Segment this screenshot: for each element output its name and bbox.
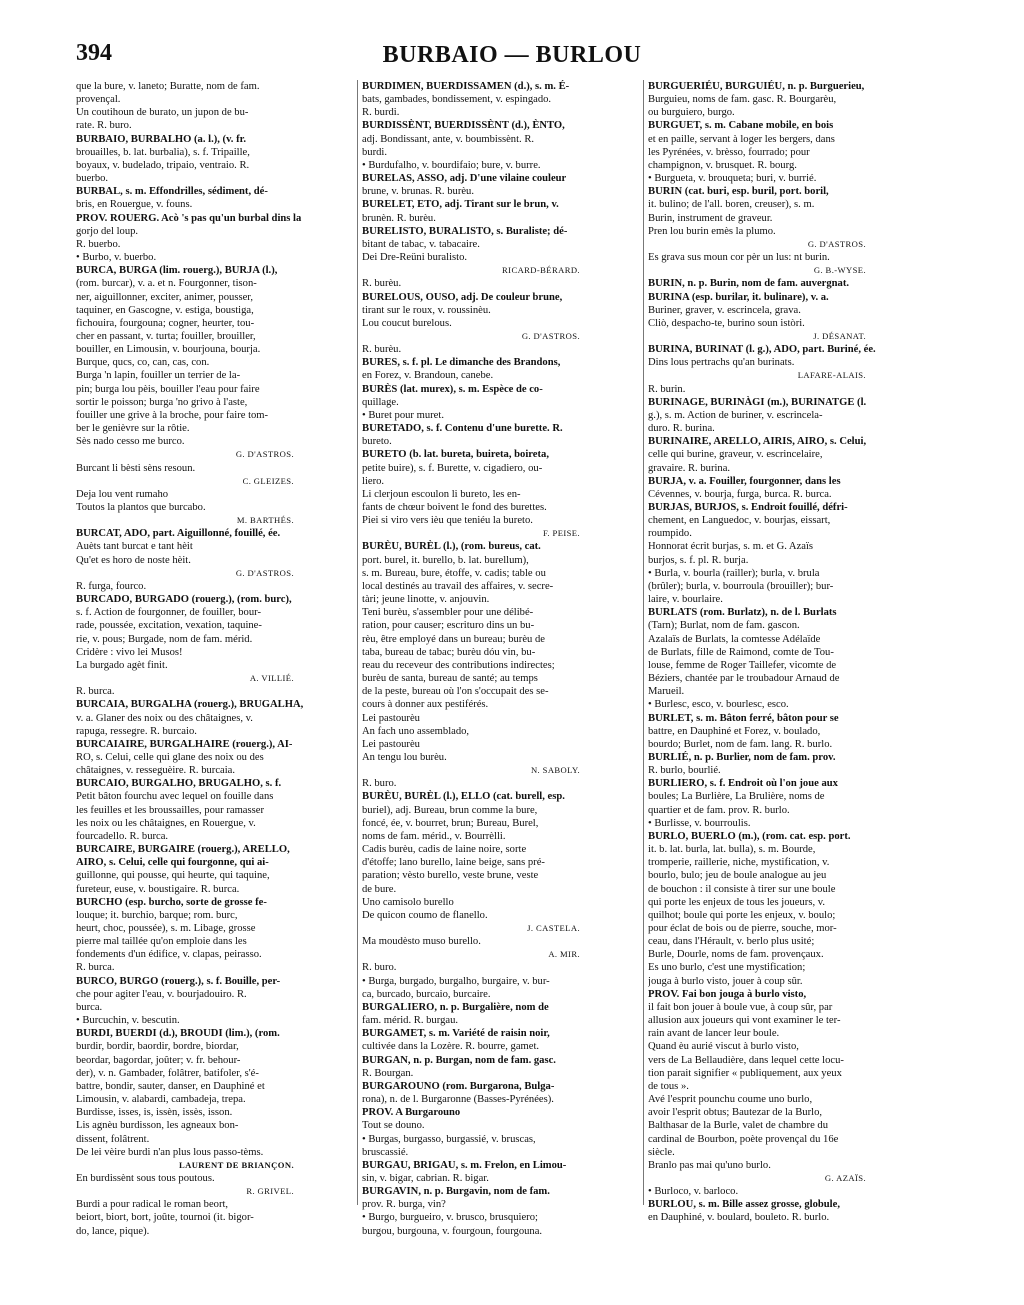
text-line: LAFARE-ALAIS. <box>797 370 866 381</box>
text-line: An tengu lou burèu. <box>362 751 447 763</box>
text-line: Burcant li bèsti sèns resoun. <box>76 462 196 474</box>
text-line: BURES, s. f. pl. Le dimanche des Brandons, <box>362 357 561 369</box>
text-line: it. b. lat. burla, lat. bulla), s. m. Bourde, <box>648 844 816 856</box>
text-line: de bure. <box>362 883 397 895</box>
text-line: BURÈU, BURÈL (l.), (rom. bureus, cat. <box>362 541 541 553</box>
text-line: rèu, être employé dans un bureau; burèu de <box>362 633 545 645</box>
text-line: • Burbo, v. buerbo. <box>76 252 157 264</box>
text-line: fam. mérid. R. burgau. <box>362 1015 459 1027</box>
text-line: R. burca. <box>76 686 115 698</box>
text-line: buriel), adj. Bureau, brun comme la bure, <box>362 804 538 816</box>
text-line: cher en passant, v. turta; fouiller, brouiller, <box>76 330 256 342</box>
text-line: louque; it. burchio, barque; rom. burc, <box>76 909 238 921</box>
text-line: Burdi a pour radical le roman beort, <box>76 1199 229 1211</box>
text-line: beiort, biort, bort, joûte, tournoi (it. bigor- <box>76 1212 254 1224</box>
text-line: heurt, choc, poussée), s. m. Libage, grosse <box>76 923 256 934</box>
text-line: BURGUET, s. m. Cabane mobile, en bois <box>648 120 834 132</box>
text-line: cours à donner aux pestiférés. <box>362 699 489 711</box>
text-line: fondements d'un édifice, v. clapas, peirasso. <box>76 949 262 961</box>
text-line: siècle. <box>648 1146 675 1158</box>
text-line: BURCADO, BURGADO (rouerg.), (rom. burc), <box>76 594 292 606</box>
text-column-1 <box>76 80 354 1238</box>
text-line: • Burloco, v. barloco. <box>648 1186 739 1198</box>
text-line: pour éclat de bois ou de pierre, souche, mor- <box>648 923 837 934</box>
text-line: BURELET, ETO, adj. Tirant sur le brun, v. <box>362 199 559 211</box>
text-line: rade, poussée, excitation, vexation, taquine- <box>76 620 262 632</box>
text-line: Deja lou vent rumaho <box>76 488 169 500</box>
text-line: BURCAIRE, BURGAIRE (rouerg.), ARELLO, <box>76 844 290 856</box>
text-line: BURIN, n. p. Burin, nom de fam. auvergnat. <box>648 278 850 290</box>
text-line: Ma moudèsto muso burello. <box>362 936 481 948</box>
text-line: (Tarn); Burlat, nom de fam. gascon. <box>648 620 800 632</box>
text-line: battre, en Dauphiné et Forez, v. boulado, <box>648 725 821 737</box>
text-line: Lis agnèu burdisson, les agneaux bon- <box>76 1120 239 1132</box>
running-head: BURBAIO — BURLOU <box>382 42 642 68</box>
text-line: G. D'ASTROS. <box>521 330 580 341</box>
text-line: G. B.-WYSE. <box>813 265 866 276</box>
text-line: Li clerjoun escoulon li bureto, les en- <box>362 488 521 500</box>
text-line: BURLO, BUERLO (m.), (rom. cat. esp. port. <box>648 830 851 842</box>
text-line: BURIN (cat. buri, esp. buril, port. boril, <box>648 186 829 198</box>
text-line: Es grava sus moun cor pèr un lus: nt burin. <box>648 252 830 264</box>
text-line: BURLIÉ, n. p. Burlier, nom de fam. prov. <box>648 751 836 763</box>
text-line: Dins lous pertrachs qu'an burinats. <box>648 357 795 369</box>
text-line: Un coutihoun de burato, un jupon de bu- <box>76 107 249 119</box>
text-line: boyaux, v. budelado, tripaio, ventraio. R. <box>76 159 250 171</box>
text-line: BURDI, BUERDI (d.), BROUDI (lim.), (rom. <box>76 1028 280 1040</box>
text-line: bats, gambades, bondissement, v. espingado. <box>362 94 552 106</box>
text-line: battre, bondir, sauter, danser, en Dauphiné et <box>76 1080 265 1092</box>
text-line: G. D'ASTROS. <box>807 238 866 249</box>
text-line: • Burgas, burgasso, burgassié, v. bruscas, <box>362 1133 536 1145</box>
text-line: taba, bureau de tabac; burèu dóu vin, bu- <box>362 646 536 658</box>
text-line: BURELAS, ASSO, adj. D'une vilaine couleur <box>362 173 567 185</box>
text-line: de la peste, bureau où l'on s'occupait des se- <box>362 686 549 698</box>
text-line: LAURENT DE BRIANÇON. <box>178 1159 294 1170</box>
text-line: An fach uno assemblado, <box>362 725 470 737</box>
text-line: BURGAN, n. p. Burgan, nom de fam. gasc. <box>362 1054 556 1066</box>
text-line: rapuga, ressegre. R. burcaio. <box>76 725 197 737</box>
text-line: BURGAU, BRIGAU, s. m. Frelon, en Limou- <box>362 1159 567 1171</box>
text-line: Qu'et es horo de noste hèit. <box>76 554 191 566</box>
text-line: BURCAIO, BURGALHO, BRUGALHO, s. f. <box>76 778 282 790</box>
text-line: BURINA, BURINAT (l. g.), ADO, part. Buriné, ée. <box>648 344 876 356</box>
text-line: de Burlats, fille de Raimond, comte de Tou- <box>648 646 834 658</box>
text-line: cardinal de Bourbon, poète provençal du 16e <box>648 1133 839 1145</box>
text-line: en Forez, v. Brandoun, canebe. <box>362 370 494 382</box>
text-line: do, lance, pique). <box>76 1225 150 1237</box>
text-line: BURCHO (esp. burcho, sorte de grosse fe- <box>76 896 267 908</box>
text-line: chement, en Languedoc, v. bourjas, eissart, <box>648 515 831 527</box>
text-line: sortir le poisson; burga 'no grivo à l'aste, <box>76 396 248 408</box>
text-line: que la bure, v. laneto; Buratte, nom de fam. <box>76 81 260 92</box>
text-line: paration; vèsto burello, veste brune, veste <box>362 870 539 882</box>
text-line: roumpido. <box>648 528 692 540</box>
text-line: bitant de tabac, v. tabacaire. <box>362 238 480 250</box>
text-line: fants de chœur boivent le fond des burettes. <box>362 502 547 513</box>
text-line: • Burgueta, v. brouqueta; buri, v. burrié. <box>648 173 817 185</box>
text-line: ca, burcado, burcaio, burcaire. <box>362 988 491 1000</box>
text-line: N. SABOLY. <box>530 765 580 776</box>
text-line: rain avant de lancer leur boule. <box>648 1028 780 1040</box>
text-line: Burga 'n lapin, fouiller un terrier de la- <box>76 370 241 382</box>
text-line: Burguieu, noms de fam. gasc. R. Bourgarèu, <box>648 94 837 106</box>
text-line: J. CASTELA. <box>527 923 580 933</box>
text-line: • Burcuchin, v. bescutin. <box>76 1015 180 1027</box>
text-line: R. buerbo. <box>76 238 121 250</box>
text-line: Sès nado cesso me burco. <box>76 436 185 448</box>
text-line: BURLATS (rom. Burlatz), n. de l. Burlats <box>648 607 837 619</box>
text-line: s. f. Action de fourgonner, de fouiller, bour- <box>76 607 261 619</box>
text-column-3 <box>648 80 926 1225</box>
text-line: de tous ». <box>648 1080 689 1092</box>
text-line: Quand èu aurié viscut à burlo visto, <box>648 1041 799 1053</box>
text-line: G. D'ASTROS. <box>235 449 294 460</box>
text-line: liero. <box>362 475 385 487</box>
text-line: avoir l'esprit obtus; Bautezar de la Burlo, <box>648 1107 823 1119</box>
text-line: che pour agiter l'eau, v. bourjadouiro. R. <box>76 988 247 1000</box>
text-line: adj. Bondissant, ante, v. boumbissènt. R. <box>362 133 535 145</box>
text-line: ou burguiero, burgo. <box>648 107 735 119</box>
text-line: bruscassié. <box>362 1146 409 1158</box>
text-line: BURÈS (lat. murex), s. m. Espèce de co- <box>362 383 543 395</box>
text-line: (brûler); burla, v. bourroula (brouiller); bur- <box>648 580 834 592</box>
text-line: brune, v. brunas. R. burèu. <box>362 186 474 198</box>
text-line: Piei si viro vers ièu que teniéu la bureto. <box>362 515 533 527</box>
text-line: burèu de santa, bureau de santé; au temps <box>362 673 538 685</box>
text-line: prov. R. burga, vin? <box>362 1199 446 1211</box>
text-line: s. m. Bureau, bure, étoffe, v. cadis; table ou <box>362 567 546 579</box>
text-line: Cridère : vivo lei Musos! <box>76 646 183 658</box>
text-line: les noix ou les châtaignes, en Rouergue, v. <box>76 817 256 829</box>
text-line: BURDISSÈNT, BUERDISSÈNT (d.), ÈNTO, <box>362 120 565 132</box>
text-line: laire, v. bourlaire. <box>648 594 723 606</box>
text-line: fichouira, fourgouna; cogner, heurter, tou- <box>76 317 255 329</box>
text-line: it. bulino; de l'all. boren, creuser), s. m. <box>648 199 815 211</box>
text-line: pin; burga lou pèis, bouiller l'eau pour faire <box>76 383 260 395</box>
text-line: bourlo, bulo; jeu de boule analogue au jeu <box>648 870 827 882</box>
text-line: qui porte les enjeux de tous les joueurs, v. <box>648 896 826 908</box>
text-line: BURCA, BURGA (lim. rouerg.), BURJA (l.), <box>76 265 278 277</box>
text-line: A. MIR. <box>548 949 580 960</box>
text-line: les feuilles et les broussailles, pour ramasser <box>76 804 264 816</box>
text-line: quartier et de fam. prov. R. burlo. <box>648 804 790 816</box>
text-line: tion parait signifier « publiquement, aux yeux <box>648 1067 842 1079</box>
column-divider <box>357 80 358 1205</box>
text-line: Béziers, chantée par le troubadour Arnaud de <box>648 673 840 685</box>
text-line: local destinés au travail des affaires, v. secre- <box>362 580 554 592</box>
text-line: Lou coucut burelous. <box>362 317 452 329</box>
text-line: v. a. Glaner des noix ou des châtaignes, v. <box>76 712 253 724</box>
text-line: fouiller une grive à la broche, pour faire tom- <box>76 409 269 421</box>
text-line: tromperie, raillerie, niche, mystification, v. <box>648 857 830 869</box>
text-line: R. burèu. <box>362 278 402 290</box>
text-line: burdir, bordir, baordir, bordre, biordar, <box>76 1041 239 1053</box>
text-line: bureto. <box>362 436 392 448</box>
text-line: Buriner, graver, v. escrincela, grava. <box>648 304 801 316</box>
text-line: burjos, s. f. pl. R. burja. <box>648 554 749 566</box>
text-line: champignon, v. brusquet. R. bourg. <box>648 159 797 171</box>
text-line: BURGALIERO, n. p. Burgalière, nom de <box>362 1001 549 1013</box>
text-line: BURJA, v. a. Fouiller, fourgonner, dans les <box>648 475 841 487</box>
text-line: BURINA (esp. burilar, it. bulinare), v. a. <box>648 291 829 303</box>
text-line: burgou, burgouna, v. fourgoun, fourgouna. <box>362 1225 543 1237</box>
text-line: La burgado agèt finit. <box>76 659 168 671</box>
text-line: cultivée dans la Lozère. R. bourre, gamet. <box>362 1041 540 1053</box>
text-line: R. burèu. <box>362 344 402 356</box>
text-line: allusion aux joueurs qui vont examiner le ter- <box>648 1015 841 1027</box>
text-line: BURCAIA, BURGALHA (rouerg.), BRUGALHA, <box>76 699 304 711</box>
column-divider <box>643 80 644 1205</box>
page-number: 394 <box>76 40 112 66</box>
text-line: Cliò, despacho-te, burino soun istòri. <box>648 317 805 329</box>
text-line: Burdisse, isses, is, issèn, issès, isson. <box>76 1107 233 1119</box>
text-line: fourcadello. R. burca. <box>76 830 169 842</box>
text-line: ceau, dans l'Hérault, v. berlo plus usité; <box>648 936 815 948</box>
text-line: BURETADO, s. f. Contenu d'une burette. R. <box>362 423 563 435</box>
text-line: en Dauphiné, v. boulard, bouleto. R. burlo. <box>648 1212 830 1224</box>
text-line: • Burdufalho, v. bourdifaio; bure, v. burre. <box>362 159 541 171</box>
text-line: gravaire. R. burina. <box>648 462 731 474</box>
text-line: boules; La Burlière, La Brulière, noms de <box>648 791 825 803</box>
text-line: BURLIERO, s. f. Endroit où l'on joue aux <box>648 778 838 790</box>
text-line: En burdissènt sous tous poutous. <box>76 1172 215 1184</box>
text-line: Tout se douno. <box>362 1120 425 1132</box>
text-line: Teni burèu, s'assembler pour une délibé- <box>362 607 534 619</box>
text-line: bris, en Rouergue, v. founs. <box>76 199 193 211</box>
text-line: R. buro. <box>362 962 397 974</box>
text-line: petite buire), s. f. Burette, v. cigadiero, ou- <box>362 462 543 474</box>
text-line: BURLOU, s. m. Bille assez grosse, globule, <box>648 1199 840 1211</box>
text-line: Lei pastourèu <box>362 712 420 724</box>
text-line: BURINAIRE, ARELLO, AIRIS, AIRO, s. Celui, <box>648 436 867 448</box>
text-line: BURCAIAIRE, BURGALHAIRE (rouerg.), AI- <box>76 738 293 750</box>
text-line: BURGAVIN, n. p. Burgavin, nom de fam. <box>362 1186 550 1198</box>
text-line: Cadis burèu, cadis de laine noire, sorte <box>362 844 527 856</box>
text-line: Pren lou burin emès la plumo. <box>648 225 776 237</box>
text-line: • Burlesc, esco, v. bourlesc, esco. <box>648 699 789 711</box>
text-line: G. D'ASTROS. <box>235 567 294 578</box>
text-line: Toutos la plantos que burcabo. <box>76 502 206 513</box>
text-line: Burque, qucs, co, can, cas, con. <box>76 357 210 369</box>
text-line: il fait bon jouer à boule vue, à coup sûr, par <box>648 1001 833 1013</box>
text-line: Balthasar de la Burle, valet de chambre du <box>648 1120 829 1132</box>
text-line: noms de fam. mérid., v. Bourrèlli. <box>362 830 506 842</box>
text-line: guillonne, qui pousse, qui heurte, qui taquine, <box>76 870 270 882</box>
text-line: BURCO, BURGO (rouerg.), s. f. Bouille, per- <box>76 975 281 987</box>
text-line: quilhot; boule qui porte les enjeux, v. boulo; <box>648 909 836 921</box>
text-line: M. BARTHÉS. <box>236 515 294 526</box>
text-line: BURELOUS, OUSO, adj. De couleur brune, <box>362 291 563 303</box>
text-line: A. VILLIÉ. <box>249 673 294 684</box>
text-line: celle qui burine, graveur, v. escrincelaire, <box>648 449 823 461</box>
text-line: PROV. ROUERG. Acò 's pas qu'un burbal dins la <box>76 212 302 224</box>
text-line: quillage. <box>362 396 399 408</box>
text-line: port. burel, it. burello, b. lat. burellum), <box>362 554 529 566</box>
text-line: BURELISTO, BURALISTO, s. Buraliste; dé- <box>362 225 568 237</box>
text-line: Honnorat écrit burjas, s. m. et G. Azaïs <box>648 541 814 553</box>
text-line: châtaignes, v. resseguèire. R. burcaia. <box>76 765 236 777</box>
text-line: burca. <box>76 1001 103 1013</box>
text-line: Marueil. <box>648 686 685 698</box>
text-line: BURLET, s. m. Bâton ferré, bâton pour se <box>648 712 839 724</box>
text-line: R. buro. <box>362 778 397 790</box>
text-line: BURGAMET, s. m. Variété de raisin noir, <box>362 1028 550 1040</box>
text-line: BURJAS, BURJOS, s. Endroit fouillé, défri- <box>648 502 848 513</box>
text-line: bouiller, en Limousin, v. bourjouna, bourja. <box>76 344 261 356</box>
text-line: fureteur, euse, v. boustigaire. R. burca. <box>76 883 240 895</box>
text-line: Cévennes, v. bourja, furga, burca. R. burca. <box>648 488 832 500</box>
text-column-2 <box>362 80 640 1238</box>
text-line: BURBAIO, BURBALHO (a. l.), (v. fr. <box>76 133 247 145</box>
text-line: louse, femme de Roger Taillefer, vicomte de <box>648 659 837 671</box>
text-line: RICARD-BÉRARD. <box>502 265 580 276</box>
text-line: g.), s. m. Action de buriner, v. escrincela- <box>648 409 823 421</box>
text-line: Lei pastourèu <box>362 738 420 750</box>
text-line: Burle, Dourle, noms de fam. provençaux. <box>648 949 824 961</box>
text-line: de bouchon : il consiste à tirer sur une boule <box>648 883 836 895</box>
text-line: Limousin, v. alabardi, cambadeja, trepa. <box>76 1094 246 1106</box>
text-line: vers de La Bellaudière, dans lequel cette locu- <box>648 1054 844 1066</box>
text-line: (rom. burcar), v. a. et n. Fourgonner, tison- <box>76 278 257 290</box>
text-line: reau du receveur des contributions indirectes; <box>362 659 555 671</box>
text-line: R. burin. <box>648 383 686 395</box>
text-line: • Burga, burgado, burgalho, burgaire, v. bur- <box>362 975 550 987</box>
text-line: Burin, instrument de graveur. <box>648 212 773 224</box>
text-line: ber le genièvre sur la rôtie. <box>76 423 190 435</box>
text-line: BURÈU, BURÈL (l.), ELLO (cat. burell, esp. <box>362 791 565 803</box>
text-line: F. PEISE. <box>542 528 580 539</box>
text-line: BURGUERIÉU, BURGUIÉU, n. p. Burguerieu, <box>648 81 865 92</box>
text-line: jouga à burlo visto, jouer à coup sûr. <box>648 975 803 987</box>
text-line: bourdo; Burlet, nom de fam. lang. R. burlo. <box>648 738 833 750</box>
text-line: der), v. n. Gambader, folâtrer, batifoler, s'é- <box>76 1067 259 1079</box>
text-line: De quicon coumo de flanello. <box>362 909 488 921</box>
text-line: R. burca. <box>76 962 115 974</box>
text-line: • Buret pour muret. <box>362 409 444 421</box>
text-line: R. furga, fourco. <box>76 580 147 592</box>
text-line: ner, aiguillonner, exciter, animer, pousser, <box>76 291 254 303</box>
text-line: PROV. A Burgarouno <box>362 1107 461 1119</box>
text-line: • Burgo, burgueiro, v. brusco, brusquiero; <box>362 1212 538 1224</box>
text-line: R. Bourgan. <box>362 1067 414 1079</box>
text-line: et en paille, servant à loger les bergers, dans <box>648 133 835 145</box>
text-line: buerbo. <box>76 173 109 185</box>
text-line: Dei Dre-Reüni buralisto. <box>362 252 468 264</box>
text-line: burdi. <box>362 146 388 158</box>
text-line: beordar, bagordar, joûter; v. fr. behour- <box>76 1054 241 1066</box>
text-line: R. GRIVEL. <box>246 1186 294 1197</box>
text-line: Branlo pas mai qu'uno burlo. <box>648 1159 771 1171</box>
text-line: taquiner, en Gascogne, v. estiga, boustiga, <box>76 304 254 316</box>
text-line: BURETO (b. lat. bureta, buireta, boireta, <box>362 449 549 461</box>
text-line: rie, v. pous; Burgade, nom de fam. mérid. <box>76 633 253 645</box>
text-line: Petit bâton fourchu avec lequel on fouille dans <box>76 791 274 803</box>
text-line: BURBAL, s. m. Effondrilles, sédiment, dé- <box>76 186 268 198</box>
text-line: gorjo del loup. <box>76 225 139 237</box>
text-line: sin, v. bigar, cabrian. R. bigar. <box>362 1172 489 1184</box>
text-line: les Pyrénées, v. brèsso, fourrado; pour <box>648 146 810 158</box>
text-line: G. AZAÏS. <box>824 1172 866 1183</box>
text-line: tirant sur le roux, v. roussinèu. <box>362 304 491 316</box>
text-line: pierre mal taillée qu'on emploie dans les <box>76 936 247 948</box>
text-line: d'étoffe; lano burello, laine beige, sans pré- <box>362 857 545 869</box>
text-line: provençal. <box>76 94 121 106</box>
text-line: • Burlisse, v. bourroulis. <box>648 817 751 829</box>
text-line: R. burdi. <box>362 107 400 119</box>
text-line: Uno camisolo burello <box>362 896 454 908</box>
text-line: Azalaïs de Burlats, la comtesse Adélaïde <box>648 633 821 645</box>
text-line: RO, s. Celui, celle qui glane des noix ou des <box>76 751 264 763</box>
text-line: BURINAGE, BURINÀGI (m.), BURINATGE (l. <box>648 396 867 408</box>
text-line: De lei vèire burdi n'an plus lous passo-tèms. <box>76 1146 264 1158</box>
text-line: AIRO, s. Celui, celle qui fourgonne, qui ai- <box>76 857 269 869</box>
text-line: C. GLEIZES. <box>242 475 294 486</box>
text-line: rate. R. buro. <box>76 120 132 132</box>
text-line: Avé l'esprit pounchu coume uno burlo, <box>648 1094 813 1106</box>
text-line: brunèn. R. burèu. <box>362 212 436 224</box>
text-line: BURDIMEN, BUERDISSAMEN (d.), s. m. É- <box>362 81 570 92</box>
text-line: J. DÉSANAT. <box>813 330 866 341</box>
text-line: BURCAT, ADO, part. Aiguillonné, fouillé, ée. <box>76 528 281 540</box>
text-line: brouailles, b. lat. burbalia), s. f. Tripaille, <box>76 146 250 158</box>
text-line: dissent, folâtrent. <box>76 1133 150 1145</box>
text-line: • Burla, v. bourla (railler); burla, v. brula <box>648 567 820 579</box>
text-line: duro. R. burina. <box>648 423 715 435</box>
text-line: PROV. Fai bon jouga à burlo visto, <box>648 988 807 1000</box>
text-line: ration, pour causer; escrituro dins un bu- <box>362 620 535 632</box>
text-line: R. burlo, bourlié. <box>648 765 721 777</box>
text-line: tàri; jeune linotte, v. anjouvin. <box>362 594 490 606</box>
text-line: Auèts tant burcat e tant hèit <box>76 541 193 553</box>
text-line: BURGAROUNO (rom. Burgarona, Bulga- <box>362 1080 555 1092</box>
text-line: foncé, ée, v. bourret, brun; Bureau, Burel, <box>362 817 539 829</box>
text-line: rona), n. de l. Burgaronne (Basses-Pyrénées). <box>362 1094 554 1106</box>
text-line: Es uno burlo, c'est une mystification; <box>648 962 806 974</box>
